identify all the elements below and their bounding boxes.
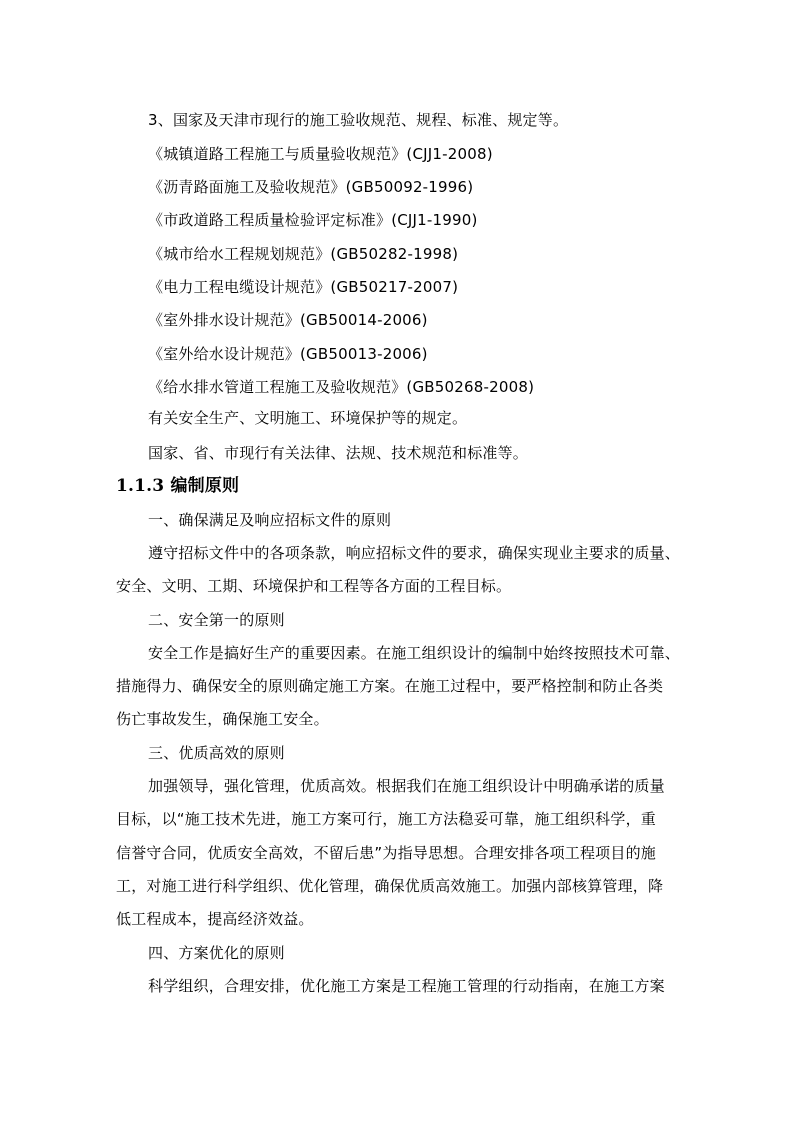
paragraph-line: 加强领导，强化管理，优质高效。根据我们在施工组织设计中明确承诺的质量 <box>148 777 665 795</box>
principle-title: 四、方案优化的原则 <box>148 944 285 962</box>
paragraph-line: 工，对施工进行科学组织、优化管理，确保优质高效施工。加强内部核算管理，降 <box>116 877 664 895</box>
reference-item: 《城镇道路工程施工与质量验收规范》(CJJ1-2008) <box>148 145 493 163</box>
paragraph-line: 目标，以“施工技术先进，施工方案可行，施工方法稳妥可靠，施工组织科学，重 <box>116 810 656 828</box>
paragraph-line: 安全、文明、工期、环境保护和工程等各方面的工程目标。 <box>116 577 512 595</box>
paragraph-line: 信誉守合同，优质安全高效，不留后患”为指导思想。合理安排各项工程项目的施 <box>116 844 656 862</box>
reference-item: 《市政道路工程质量检验评定标准》(CJJ1-1990) <box>148 211 478 229</box>
paragraph-line: 低工程成本，提高经济效益。 <box>116 910 314 928</box>
reference-item: 《室外排水设计规范》(GB50014-2006) <box>148 311 428 329</box>
paragraph-line: 伤亡事故发生，确保施工安全。 <box>116 710 329 728</box>
principle-title: 一、确保满足及响应招标文件的原则 <box>148 511 392 529</box>
reference-item: 《城市给水工程规划规范》(GB50282-1998) <box>148 245 459 263</box>
reference-item: 《电力工程电缆设计规范》(GB50217-2007) <box>148 278 459 296</box>
paragraph-line: 遵守招标文件中的各项条款，响应招标文件的要求，确保实现业主要求的质量、 <box>148 544 681 562</box>
reference-item: 《室外给水设计规范》(GB50013-2006) <box>148 345 428 363</box>
references-extra: 国家、省、市现行有关法律、法规、技术规范和标准等。 <box>148 444 529 462</box>
principle-title: 二、安全第一的原则 <box>148 611 285 629</box>
reference-item: 《给水排水管道工程施工及验收规范》(GB50268-2008) <box>148 378 535 396</box>
paragraph-line: 安全工作是搞好生产的重要因素。在施工组织设计的编制中始终按照技术可靠、 <box>148 644 681 662</box>
principle-title: 三、优质高效的原则 <box>148 744 285 762</box>
reference-item: 《沥青路面施工及验收规范》(GB50092-1996) <box>148 178 474 196</box>
paragraph-line: 科学组织，合理安排，优化施工方案是工程施工管理的行动指南，在施工方案 <box>148 977 665 995</box>
paragraph-line: 措施得力、确保安全的原则确定施工方案。在施工过程中，要严格控制和防止各类 <box>116 677 664 695</box>
references-extra: 有关安全生产、文明施工、环境保护等的规定。 <box>148 409 468 427</box>
section-heading: 1.1.3 编制原则 <box>116 476 240 496</box>
references-intro: 3、国家及天津市现行的施工验收规范、规程、标准、规定等。 <box>148 111 569 129</box>
